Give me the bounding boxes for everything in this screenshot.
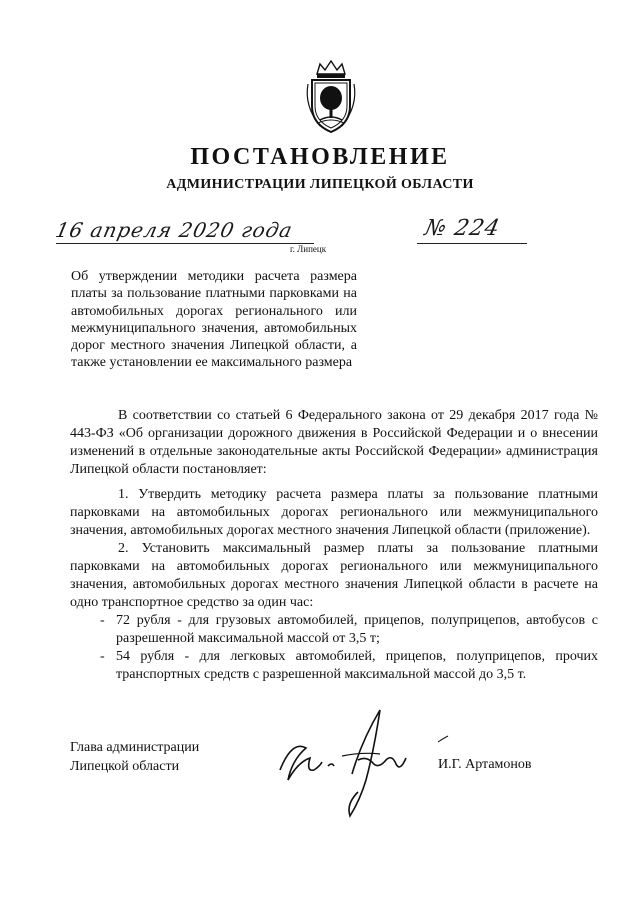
rates-list [70,612,598,684]
preamble-paragraph: В соответствии со статьей 6 Федерального закона от 29 декабря 2017 года № 443-ФЗ «Об организации дорожного движения в Российской Федерации и о внесении изменений в отдельные законодательные акты Российской Федерации» администрация Липецкой области постановляет: [70,408,598,477]
position-line-1: Глава администрации [70,740,200,755]
document-body [70,407,598,684]
handwritten-number: № 224 [422,216,503,241]
city-label: г. Липецк [290,244,327,254]
bullet-text: 54 рубля - для легковых автомобилей, прицепов, полуприцепов, прочих транспортных средств с разрешенной максимальной массой до 3,5 т. [116,649,598,682]
list-item [70,648,598,684]
bullet-text: 72 рубля - для грузовых автомобилей, прицепов, полуприцепов, автобусов с разрешенной максимальной массой от 3,5 т; [116,613,598,646]
document-subject: Об утверждении методики расчета размера платы за пользование платными парковками на автомобильных дорогах регионального или межмуниципального значения, автомобильных дорог местного значения Липецкой области, а также установлении ее максимального размера [71,269,357,371]
signatory-position [70,738,199,776]
date-underline [56,243,314,244]
document-title: ПОСТАНОВЛЕНИЕ [190,144,450,170]
item-2-paragraph: 2. Установить максимальный размер платы за пользование платными парковками на автомобильных дорогах регионального или межмуниципального значения, автомобильных дорогах местного значения Липецкой области в расчете на одно транспортное средство за один час: [70,541,598,610]
bullet-marker: - [100,613,105,628]
list-item [70,612,598,648]
document-subtitle: АДМИНИСТРАЦИИ ЛИПЕЦКОЙ ОБЛАСТИ [166,177,474,192]
position-line-2: Липецкой области [70,759,180,774]
handwritten-date: 16 апреля 2020 года [53,218,296,242]
item-1-paragraph: 1. Утвердить методику расчета размера платы за пользование платными парковками на автомобильных дорогах регионального или межмуниципального значения, автомобильных дорогах местного значения Липецкой области (приложение). [70,487,598,538]
coat-of-arms-icon [300,60,362,134]
signatory-name: И.Г. Артамонов [438,757,532,772]
handwritten-signature-icon [262,700,462,820]
bullet-marker: - [100,649,105,664]
number-underline [417,243,527,244]
